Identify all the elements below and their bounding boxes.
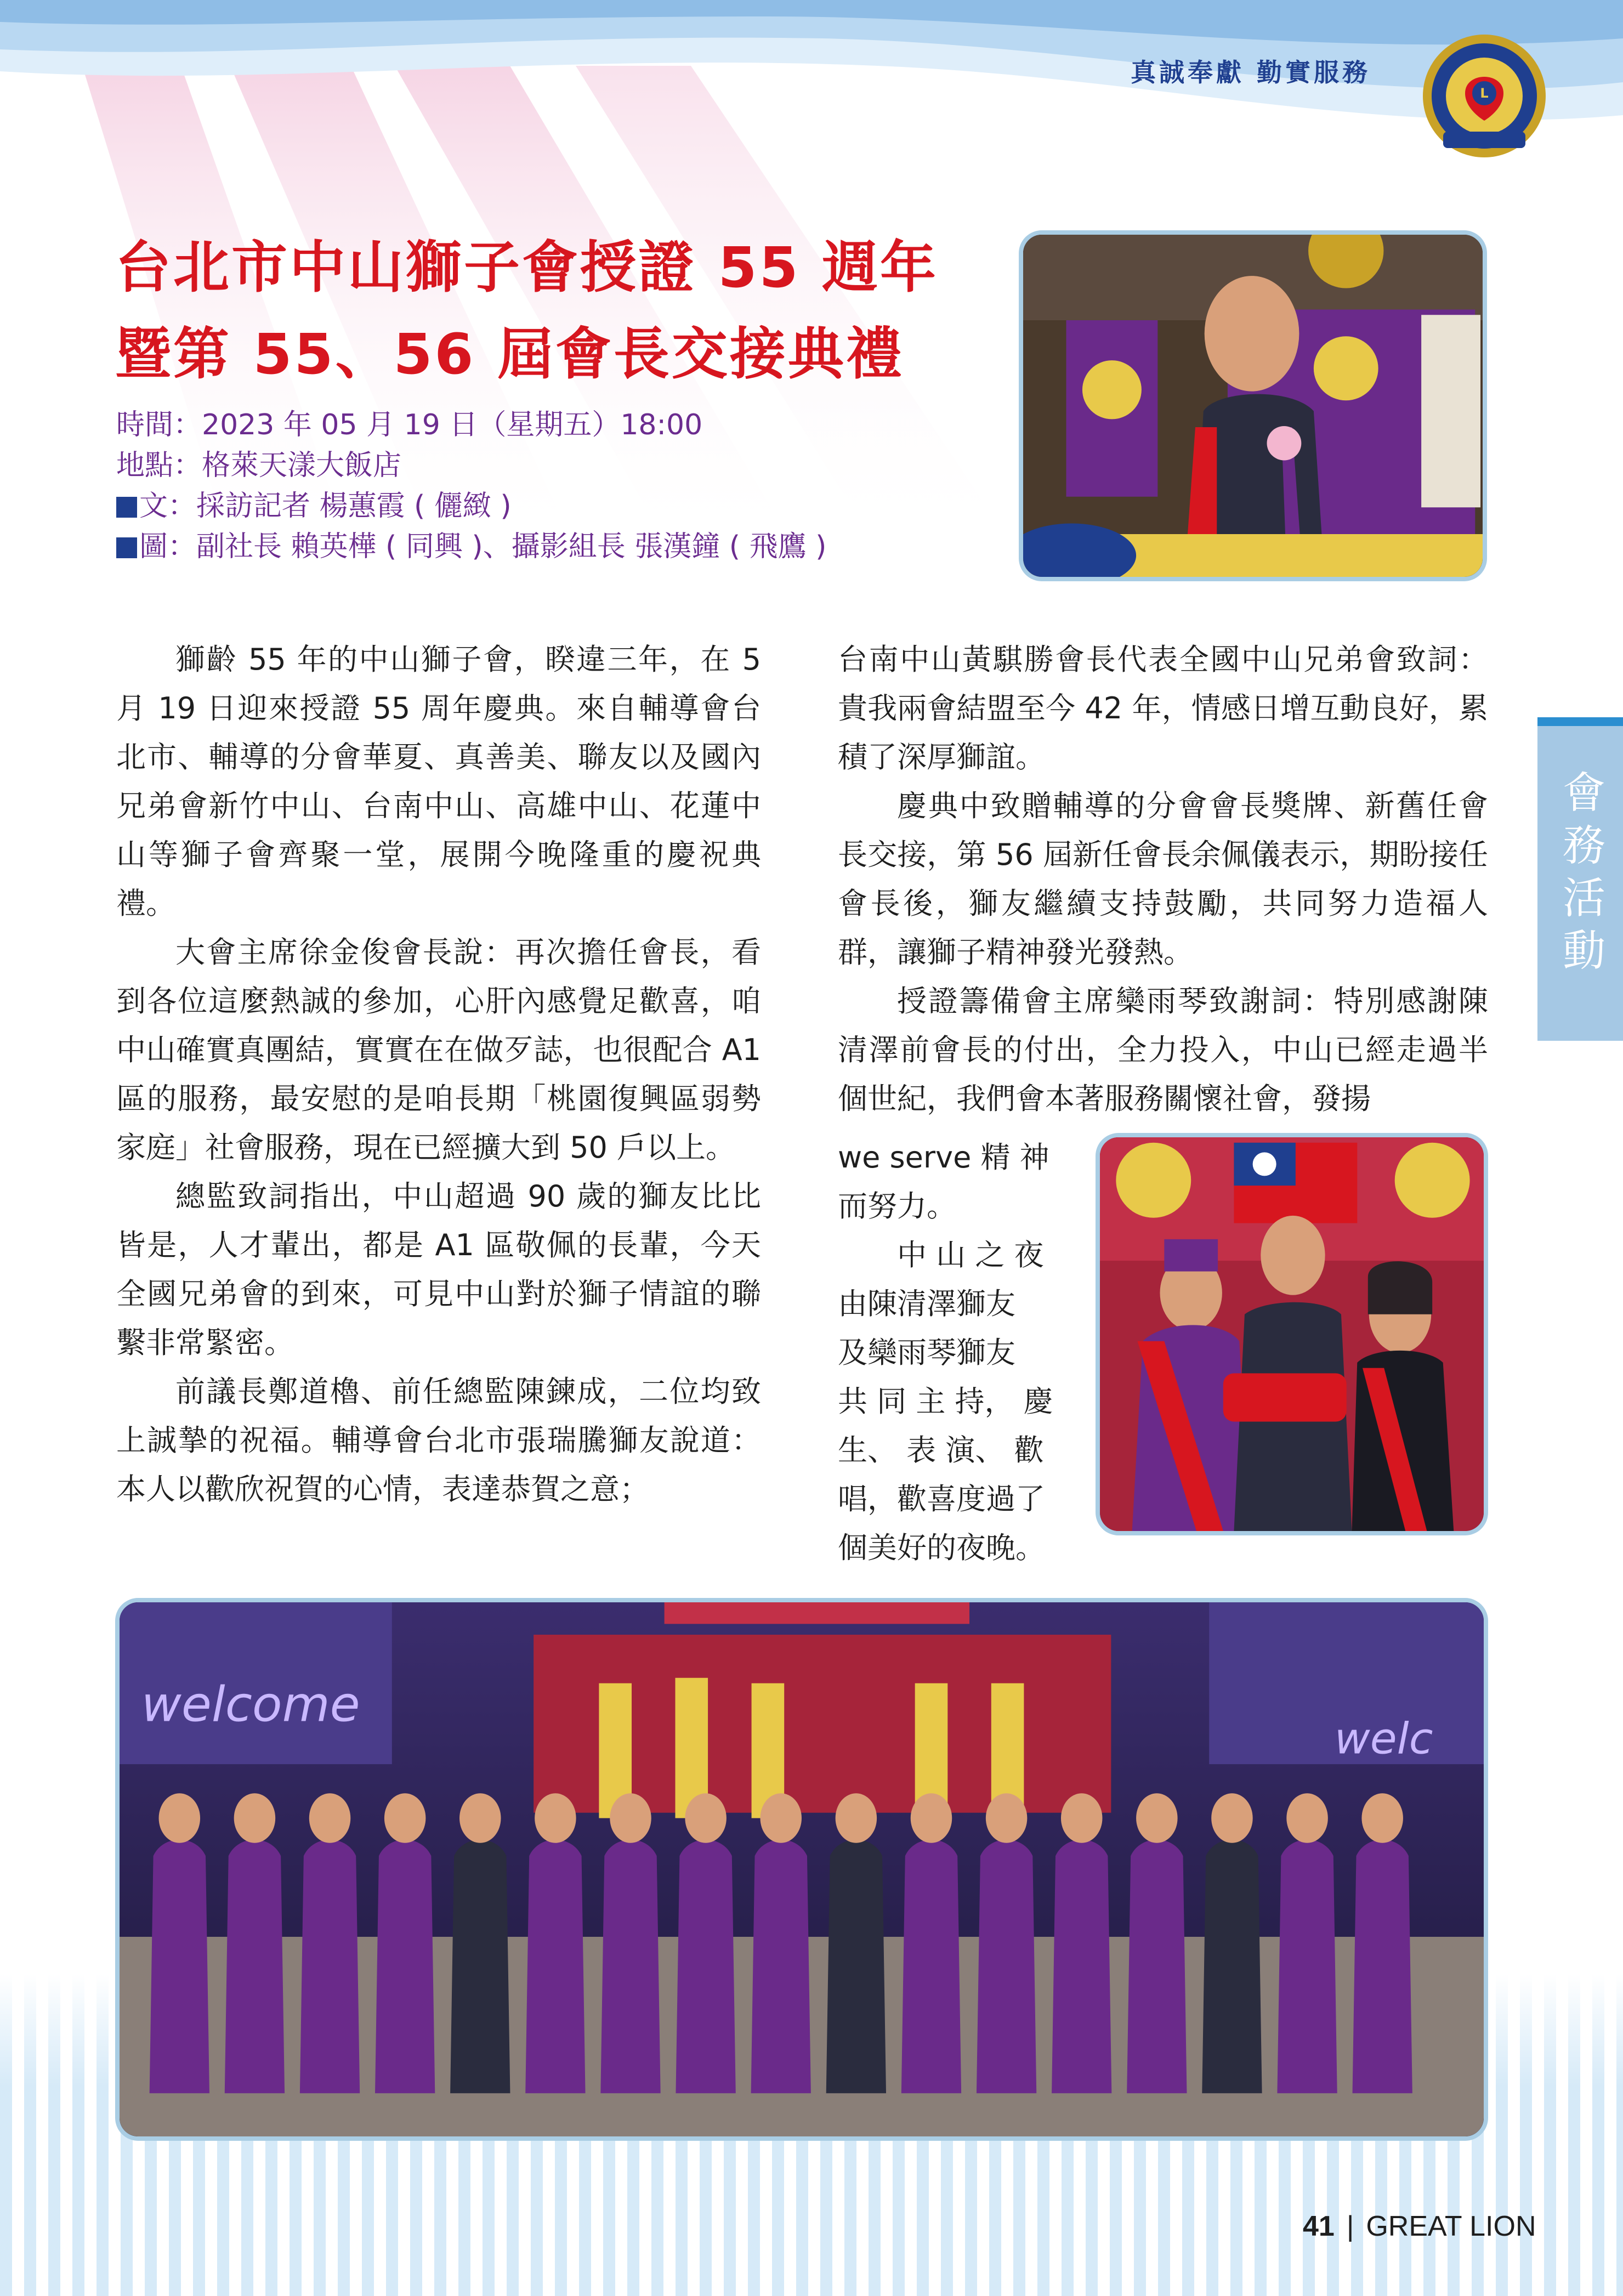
article-meta: [116, 405, 983, 567]
paragraph: 慶典中致贈輔導的分會會長獎牌、新舊任會長交接，第 56 屆新任會長余佩儀表示，期盼接任會長後，獅友繼續支持鼓勵，共同努力造福人群，讓獅子精神發光發熱。: [838, 789, 1488, 970]
group-person-head: [986, 1793, 1028, 1843]
group-person: [977, 1840, 1036, 2093]
paragraph: 前議長鄭道櫓、前任總監陳鍊成，二位均致上誠摯的祝福。輔導會台北市張瑞騰獅友說道：本人以歡欣祝賀的心情，表達恭賀之意；: [116, 1374, 761, 1506]
article-title-line1: 台北市中山獅子會授證 55 週年: [115, 235, 938, 301]
group-person: [150, 1840, 209, 2093]
narrow-line: 由陳清澤獅友: [838, 1286, 1015, 1321]
photo-welcome-text: welcome: [141, 1675, 360, 1733]
narrow-line: 共 同 主 持， 慶: [838, 1384, 1053, 1419]
group-person: [525, 1840, 585, 2093]
group-person: [600, 1840, 660, 2093]
paragraph: 大會主席徐金俊會長說：再次擔任會長，看到各位這麼熱誠的參加，心肝內感覺足歡喜，咱中山確實真團結，實實在在做歹誌，也很配合 A1 區的服務，最安慰的是咱長期「桃園復興區弱勢家庭」社會服務，現在已經擴大到 50 戶以上。: [116, 935, 761, 1165]
group-person-head: [760, 1793, 802, 1843]
page-number: 41: [1303, 2210, 1335, 2242]
group-person-head: [1061, 1793, 1103, 1843]
section-side-tab: [1537, 717, 1623, 1041]
group-person-head: [309, 1793, 351, 1843]
group-person: [450, 1840, 510, 2093]
narrow-line: 生、 表 演、 歡: [838, 1433, 1044, 1467]
group-person: [826, 1840, 886, 2093]
group-person: [225, 1840, 285, 2093]
lions-district-emblem-icon: [1421, 33, 1547, 159]
meta-time-text: 時間：2023 年 05 月 19 日（星期五）18:00: [116, 409, 703, 441]
narrow-line: 而努力。: [838, 1189, 956, 1223]
group-person-head: [610, 1793, 651, 1843]
group-person-head: [535, 1793, 576, 1843]
group-person: [375, 1840, 435, 2093]
group-person-head: [1286, 1793, 1328, 1843]
photo-welcome-text-right: welc: [1334, 1713, 1433, 1764]
meta-time: [116, 405, 983, 445]
group-person-head: [234, 1793, 276, 1843]
paragraph: 授證籌備會主席欒雨琴致謝詞：特別感謝陳清澤前會長的付出，全力投入，中山已經走過半個世紀，我們會本著服務關懷社會，發揚: [838, 984, 1488, 1116]
group-person: [1202, 1840, 1262, 2093]
article-column-left: [116, 635, 761, 1513]
group-person-head: [1136, 1793, 1178, 1843]
meta-place: [116, 445, 983, 486]
group-person-head: [384, 1793, 426, 1843]
group-person: [1052, 1840, 1111, 2093]
meta-writer-text: 文：採訪記者 楊蕙霞 ( 儷緻 ): [139, 490, 512, 523]
meta-writer: [116, 486, 983, 526]
group-person: [1353, 1840, 1412, 2093]
article-title-line2: 暨第 55、56 屆會長交接典禮: [115, 322, 904, 387]
magazine-name: GREAT LION: [1366, 2210, 1536, 2242]
group-person: [1277, 1840, 1337, 2093]
meta-photo: [116, 526, 983, 567]
group-person-head: [1361, 1793, 1403, 1843]
article-column-narrow: [838, 1133, 1057, 1572]
group-person: [1127, 1840, 1187, 2093]
footer-separator: |: [1346, 2210, 1354, 2242]
svg-text:L: L: [1480, 86, 1489, 101]
narrow-line: 中 山 之 夜: [897, 1238, 1044, 1272]
section-side-tab-label: 會務活動: [1556, 770, 1605, 980]
group-person-head: [685, 1793, 727, 1843]
group-person: [751, 1840, 811, 2093]
group-person: [676, 1840, 735, 2093]
page-footer: [1303, 2210, 1536, 2243]
meta-place-text: 地點：格萊天漾大飯店: [116, 449, 402, 482]
square-bullet-icon: [116, 537, 137, 558]
header-wave: [0, 0, 1623, 175]
group-person-head: [836, 1793, 877, 1843]
article-column-right: [838, 635, 1488, 1123]
group-person-head: [911, 1793, 952, 1843]
narrow-line: we serve 精 神: [838, 1140, 1049, 1175]
meta-photo-text: 圖：副社長 賴英樺 ( 同興 )、攝影組長 張漢鐘 ( 飛鷹 ): [139, 530, 827, 563]
article-title: [115, 225, 971, 398]
photo-handover: [1096, 1133, 1488, 1535]
photo-speaker: [1019, 230, 1487, 581]
group-person-head: [1211, 1793, 1253, 1843]
narrow-line: 及欒雨琴獅友: [838, 1335, 1015, 1370]
paragraph: 總監致詞指出，中山超過 90 歲的獅友比比皆是，人才輩出，都是 A1 區敬佩的長輩，今天全國兄弟會的到來，可見中山對於獅子情誼的聯繫非常緊密。: [116, 1179, 761, 1360]
square-bullet-icon: [116, 497, 137, 518]
group-person: [300, 1840, 360, 2093]
paragraph-continued: 台南中山黃騏勝會長代表全國中山兄弟會致詞：貴我兩會結盟至今 42 年，情感日增互動良好，累積了深厚獅誼。: [838, 642, 1488, 774]
narrow-line: 唱，歡喜度過了: [838, 1482, 1045, 1516]
group-person-head: [459, 1793, 501, 1843]
photo-group: [115, 1598, 1488, 2141]
header-motto: 真誠奉獻 勤實服務: [1130, 58, 1371, 87]
narrow-line: 個美好的夜晚。: [838, 1530, 1045, 1565]
group-person-head: [159, 1793, 201, 1843]
paragraph: 獅齡 55 年的中山獅子會，睽違三年，在 5 月 19 日迎來授證 55 周年慶典。來自輔導會台北市、輔導的分會華夏、真善美、聯友以及國內兄弟會新竹中山、台南中山、高雄中山、花蓮中山等獅子會齊聚一堂，展開今晚隆重的慶祝典禮。: [116, 642, 761, 921]
group-person: [901, 1840, 961, 2093]
